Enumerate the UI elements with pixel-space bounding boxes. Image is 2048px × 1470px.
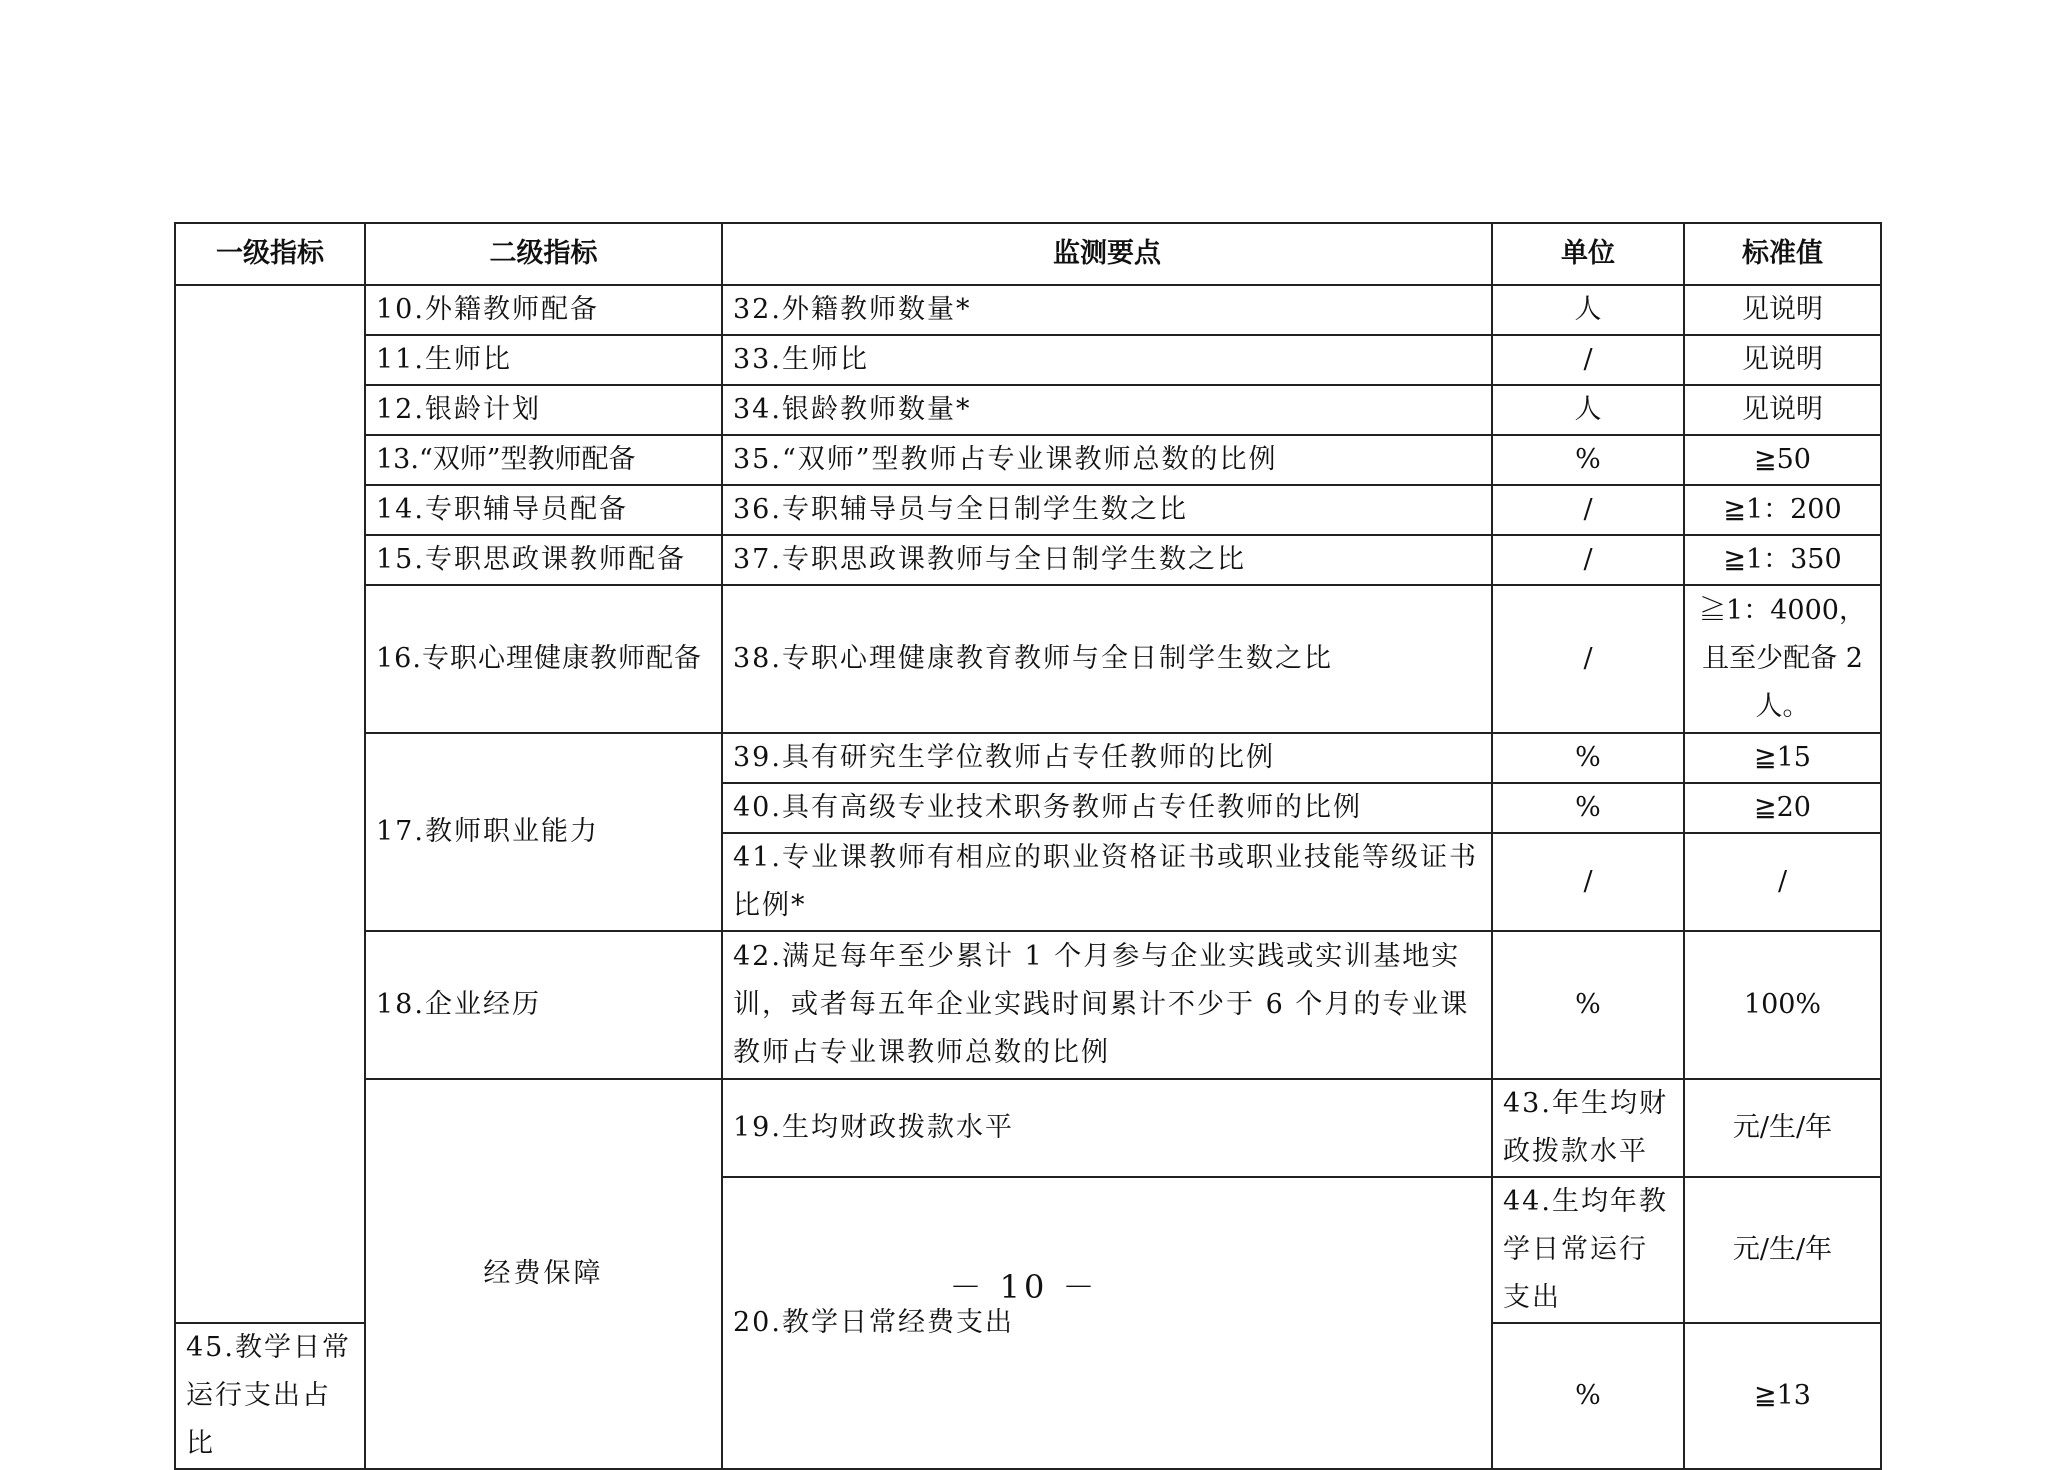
point-cell: 45.教学日常运行支出占比 <box>175 1323 365 1469</box>
point-cell: 33.生师比 <box>722 335 1492 385</box>
point-cell: 40.具有高级专业技术职务教师占专任教师的比例 <box>722 783 1492 833</box>
unit-cell: % <box>1492 783 1684 833</box>
standard-cell: ≧1：4000，且至少配备 2 人。 <box>1684 585 1881 733</box>
standard-cell: ≧1：350 <box>1684 535 1881 585</box>
table-row <box>175 285 1881 335</box>
point-cell: 37.专职思政课教师与全日制学生数之比 <box>722 535 1492 585</box>
point-cell: 38.专职心理健康教育教师与全日制学生数之比 <box>722 585 1492 733</box>
level2-cell: 13.“双师”型教师配备 <box>365 435 722 485</box>
standard-cell: ≧50 <box>1684 435 1881 485</box>
level2-cell: 14.专职辅导员配备 <box>365 485 722 535</box>
unit-cell: / <box>1492 335 1684 385</box>
unit-cell: % <box>1492 1323 1684 1469</box>
unit-cell: % <box>1492 931 1684 1079</box>
level2-cell: 12.银龄计划 <box>365 385 722 435</box>
unit-cell: 元/生/年 <box>1684 1079 1881 1177</box>
point-cell: 39.具有研究生学位教师占专任教师的比例 <box>722 733 1492 783</box>
table-row <box>175 733 1881 783</box>
point-cell: 42.满足每年至少累计 1 个月参与企业实践或实训基地实训，或者每五年企业实践时间累计不少于 6 个月的专业课教师占专业课教师总数的比例 <box>722 931 1492 1079</box>
level1-cell <box>175 285 365 1323</box>
table-row <box>175 1079 1881 1177</box>
level2-cell: 15.专职思政课教师配备 <box>365 535 722 585</box>
standard-cell: ≧15 <box>1684 733 1881 783</box>
level2-cell: 11.生师比 <box>365 335 722 385</box>
level1-cell: 经费保障 <box>365 1079 722 1469</box>
standard-cell: 100% <box>1684 931 1881 1079</box>
level2-cell: 19.生均财政拨款水平 <box>722 1079 1492 1177</box>
unit-cell: % <box>1492 733 1684 783</box>
standard-cell: ≧20 <box>1684 783 1881 833</box>
unit-cell: 元/生/年 <box>1684 1177 1881 1323</box>
unit-cell: 人 <box>1492 385 1684 435</box>
unit-cell: / <box>1492 485 1684 535</box>
point-cell: 35.“双师”型教师占专业课教师总数的比例 <box>722 435 1492 485</box>
table-row <box>175 585 1881 733</box>
table-header-row <box>175 223 1881 285</box>
header-standard: 标准值 <box>1684 223 1881 285</box>
level2-cell: 18.企业经历 <box>365 931 722 1079</box>
unit-cell: % <box>1492 435 1684 485</box>
point-cell: 43.年生均财政拨款水平 <box>1492 1079 1684 1177</box>
level2-cell: 17.教师职业能力 <box>365 733 722 931</box>
point-cell: 32.外籍教师数量* <box>722 285 1492 335</box>
table-row <box>175 385 1881 435</box>
table-row <box>175 931 1881 1079</box>
point-cell: 41.专业课教师有相应的职业资格证书或职业技能等级证书比例* <box>722 833 1492 931</box>
unit-cell: 人 <box>1492 285 1684 335</box>
point-cell: 44.生均年教学日常运行支出 <box>1492 1177 1684 1323</box>
page-number: － 10 － <box>949 1268 1099 1306</box>
level2-cell: 20.教学日常经费支出 <box>722 1177 1492 1469</box>
point-cell: 34.银龄教师数量* <box>722 385 1492 435</box>
standard-cell: ≧13 <box>1684 1323 1881 1469</box>
unit-cell: / <box>1492 585 1684 733</box>
header-level2: 二级指标 <box>365 223 722 285</box>
point-cell: 36.专职辅导员与全日制学生数之比 <box>722 485 1492 535</box>
standard-cell: 见说明 <box>1684 285 1881 335</box>
header-level1: 一级指标 <box>175 223 365 285</box>
standard-cell: 见说明 <box>1684 335 1881 385</box>
unit-cell: / <box>1492 535 1684 585</box>
standard-cell: ≧1：200 <box>1684 485 1881 535</box>
level2-cell: 16.专职心理健康教师配备 <box>365 585 722 733</box>
header-points: 监测要点 <box>722 223 1492 285</box>
table-row <box>175 485 1881 535</box>
header-unit: 单位 <box>1492 223 1684 285</box>
unit-cell: / <box>1492 833 1684 931</box>
level2-cell: 10.外籍教师配备 <box>365 285 722 335</box>
table-row <box>175 335 1881 385</box>
standard-cell: / <box>1684 833 1881 931</box>
standard-cell: 见说明 <box>1684 385 1881 435</box>
table-row <box>175 435 1881 485</box>
table-row <box>175 535 1881 585</box>
